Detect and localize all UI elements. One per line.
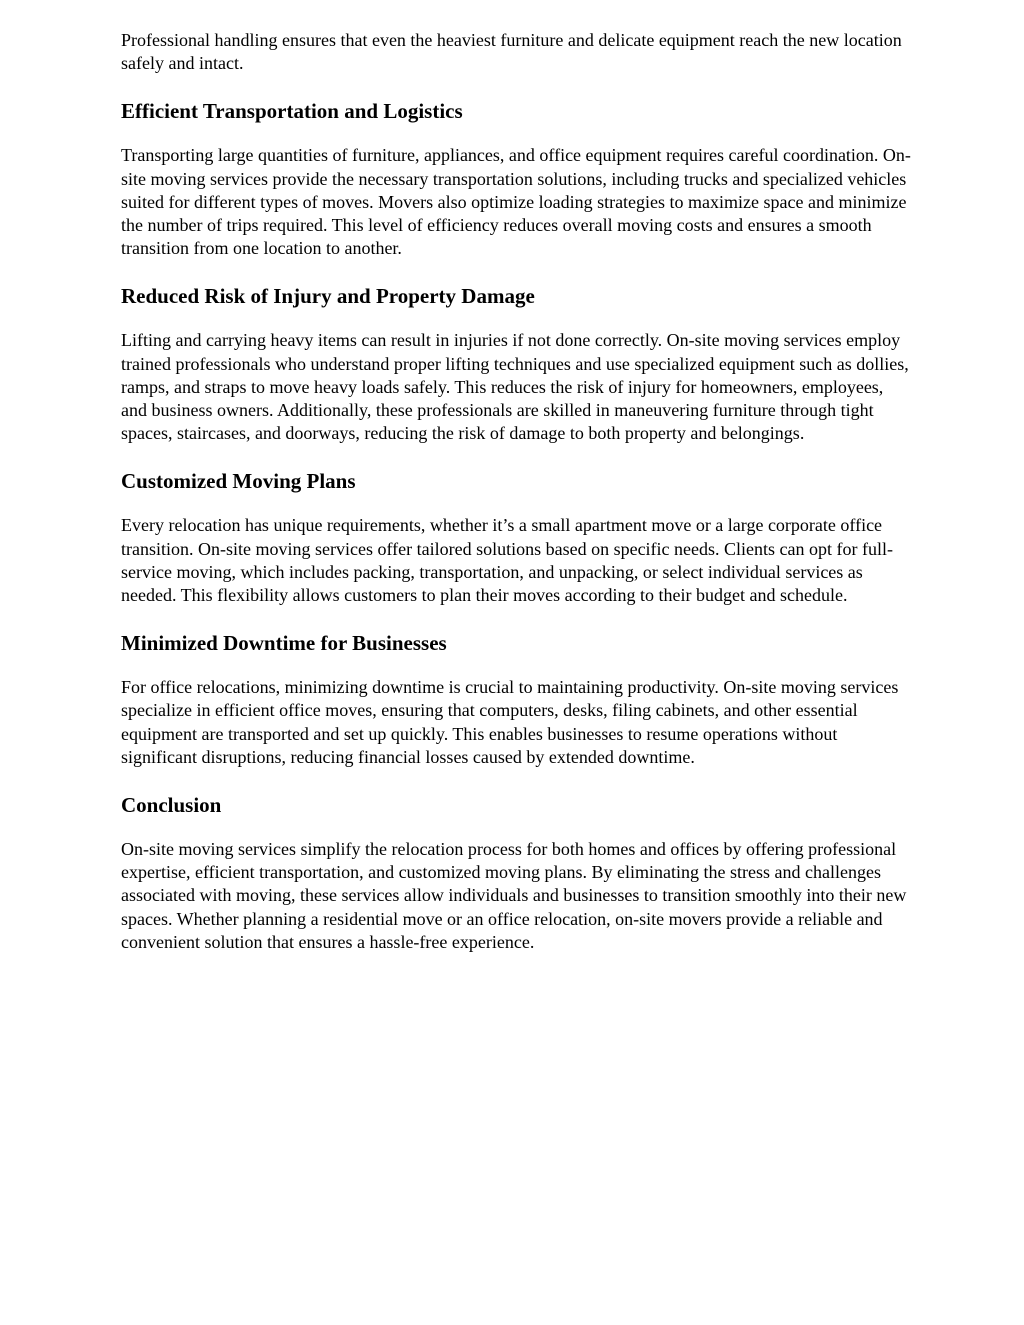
heading-conclusion: Conclusion [121,793,222,818]
heading-risk-reduction: Reduced Risk of Injury and Property Damage [121,284,535,309]
paragraph-conclusion: On-site moving services simplify the relocation process for both homes and offices by offering professional expertise, efficient transportation, and customized moving plans. By eliminating the stress and challenges associated with moving, these services allow individuals and businesses to transition smoothly into their new spaces. Whether planning a residential move or an office relocation, on-site movers provide a reliable and convenient solution that ensures a hassle-free experience. [121,839,907,952]
heading-transportation: Efficient Transportation and Logistics [121,99,463,124]
paragraph-risk-reduction: Lifting and carrying heavy items can result in injuries if not done correctly. On-site moving services employ trained professionals who understand proper lifting techniques and use specialized equipment such as dollies, ramps, and straps to move heavy loads safely. This reduces the risk of injury for homeowners, employees, and business owners. Additionally, these professionals are skilled in maneuvering furniture through tight spaces, staircases, and doorways, reducing the risk of damage to both property and belongings. [121,330,909,444]
paragraph-customized-plans: Every relocation has unique requirements, whether it’s a small apartment move or a large corporate office transition. On-site moving services offer tailored solutions based on specific needs. Clients can opt for full-service moving, which includes packing, transportation, and unpacking, or select individual services as needed. This flexibility allows customers to plan their moves according to their budget and schedule. [121,515,893,606]
paragraph-minimized-downtime: For office relocations, minimizing downtime is crucial to maintaining productivity. On-site moving services specialize in efficient office moves, ensuring that computers, desks, filing cabinets, and other essential equipment are transported and set up quickly. This enables businesses to resume operations without significant disruptions, reducing financial losses caused by extended downtime. [121,677,899,767]
heading-minimized-downtime: Minimized Downtime for Businesses [121,631,447,656]
document-page [121,29,911,954]
intro-paragraph: Professional handling ensures that even the heaviest furniture and delicate equipment reach the new location safely and intact. [121,30,902,74]
heading-customized-plans: Customized Moving Plans [121,469,356,494]
paragraph-transportation: Transporting large quantities of furniture, appliances, and office equipment requires careful coordination. On-site moving services provide the necessary transportation solutions, including trucks and specialized vehicles suited for different types of moves. Movers also optimize loading strategies to maximize space and minimize the number of trips required. This level of efficiency reduces overall moving costs and ensures a smooth transition from one location to another. [121,145,911,259]
